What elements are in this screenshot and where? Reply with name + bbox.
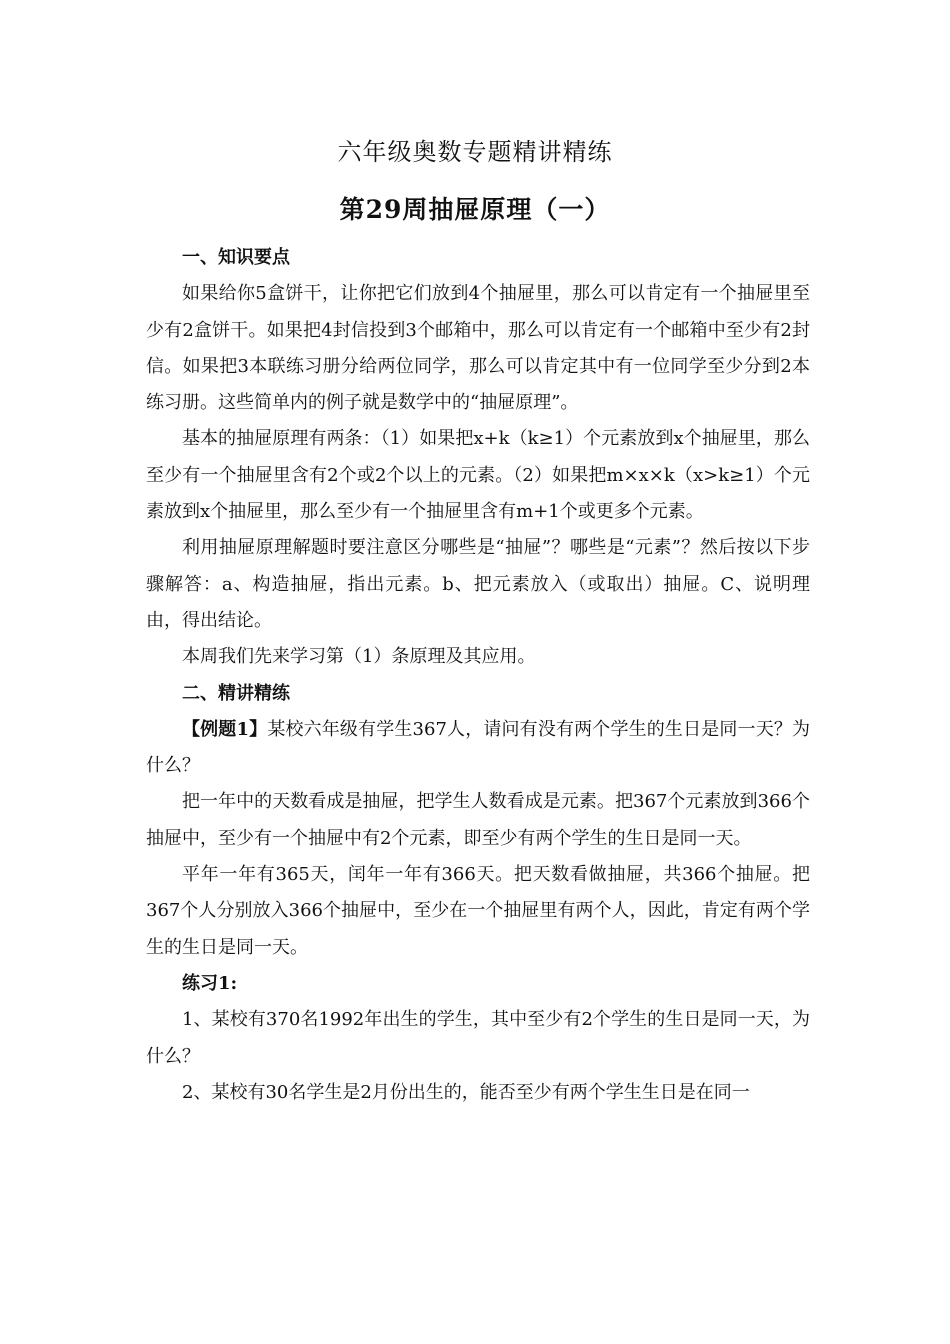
example-1-label: 【例题1】 bbox=[182, 718, 268, 740]
example-1-text: 某校六年级有学生367人，请问有没有两个学生的生日是同一天？为什么？ bbox=[146, 718, 811, 777]
example-1 bbox=[146, 712, 810, 785]
practice-heading: 二、精讲精练 bbox=[182, 682, 290, 704]
exercise-1-question-2: 2、某校有30名学生是2月份出生的，能否至少有两个学生生日是在同一 bbox=[182, 1081, 750, 1103]
example-1-solution-1: 把一年中的天数看成是抽屉，把学生人数看成是元素。把367个元素放到366个抽屉中，至少有一个抽屉中有2个元素，即至少有两个学生的生日是同一天。 bbox=[146, 791, 810, 849]
exercise-1-heading: 练习1: bbox=[182, 972, 238, 994]
document-subtitle: 第29周抽屉原理（一） bbox=[339, 195, 611, 224]
knowledge-heading: 一、知识要点 bbox=[182, 247, 290, 268]
knowledge-paragraph-3: 利用抽屉原理解题时要注意区分哪些是“抽屉”？哪些是“元素”？然后按以下步骤解答：a、构造抽屉，指出元素。b、把元素放入（或取出）抽屉。C、说明理由，得出结论。 bbox=[146, 537, 810, 631]
document-body bbox=[146, 240, 810, 1111]
example-1-solution-2: 平年一年有365天，闰年一年有366天。把天数看做抽屉，共366个抽屉。把367个人分别放入366个抽屉中，至少在一个抽屉里有两个人，因此，肯定有两个学生的生日是同一天。 bbox=[146, 864, 810, 958]
knowledge-paragraph-4: 本周我们先来学习第（1）条原理及其应用。 bbox=[182, 646, 536, 668]
document-title: 六年级奥数专题精讲精练 bbox=[337, 138, 613, 166]
knowledge-paragraph-2: 基本的抽屉原理有两条：（1）如果把x+k（k≥1）个元素放到x个抽屉里，那么至少有一个抽屉里含有2个或2个以上的元素。（2）如果把m×x×k（x>k≥1）个元素放到x个抽屉里，那么至少有一个抽屉里含有m+1个或更多个元素。 bbox=[146, 428, 810, 523]
knowledge-paragraph-1: 如果给你5盒饼干，让你把它们放到4个抽屉里，那么可以肯定有一个抽屉里至少有2盒饼干。如果把4封信投到3个邮箱中，那么可以肯定有一个邮箱中至少有2封信。如果把3本联练习册分给两位同学，那么可以肯定其中有一位同学至少分到2本练习册。这些简单内的例子就是数学中的“抽屉原理”。 bbox=[146, 283, 810, 414]
exercise-1-question-1: 1、某校有370名1992年出生的学生，其中至少有2个学生的生日是同一天，为什么？ bbox=[146, 1009, 810, 1067]
